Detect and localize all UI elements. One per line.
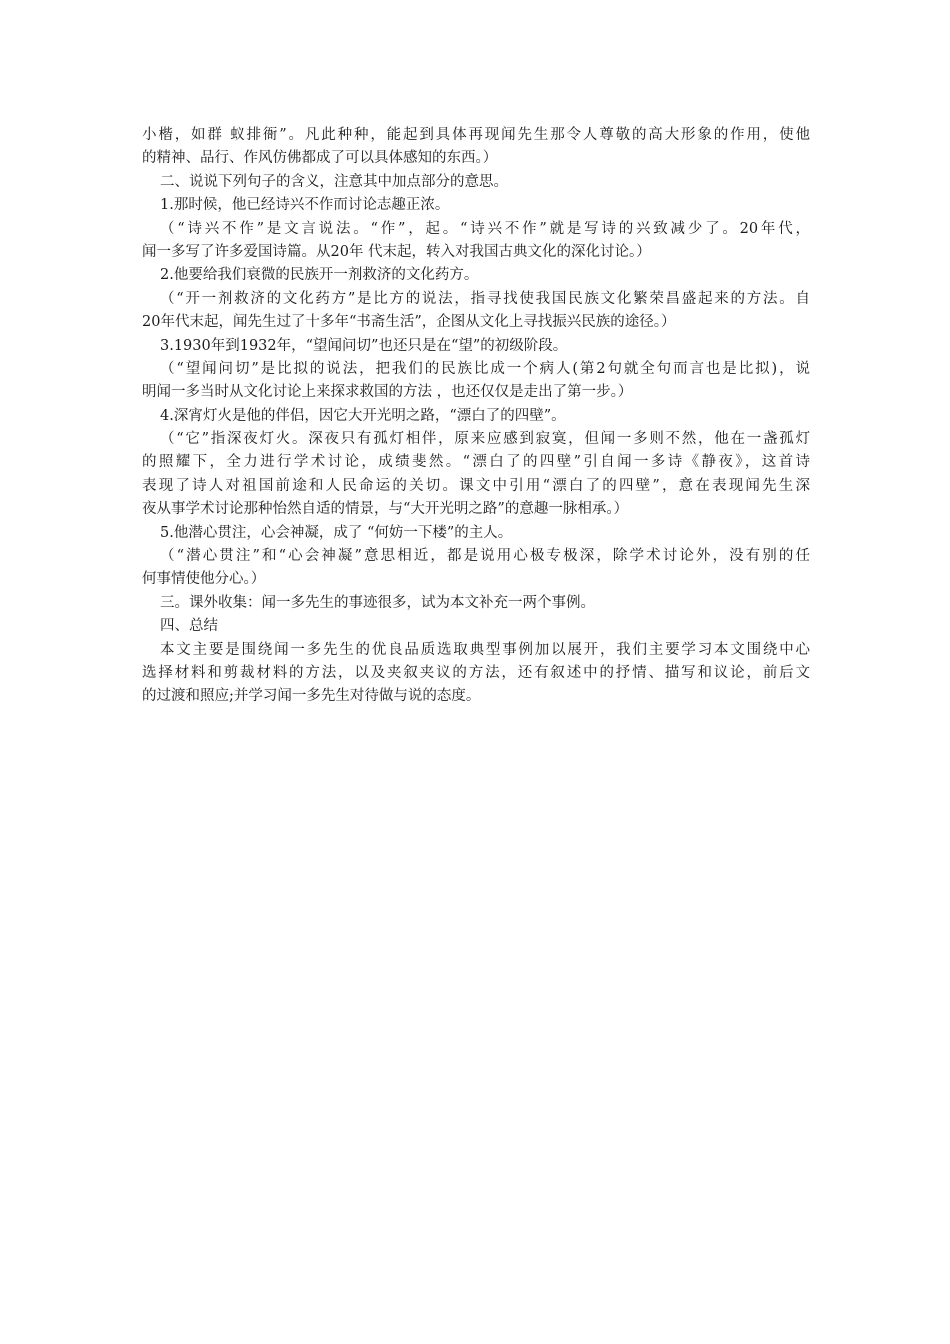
answer-5-line-2: 何事情使他分心。） (142, 571, 266, 588)
answer-4-line-4: 夜从事学术讨论那种怡然自适的情景，与“大开光明之路”的意趣一脉相承。） (142, 501, 629, 518)
section-heading-4: 四、总结 (160, 618, 218, 635)
question-1: 1.那时候，他已经诗兴不作而讨论志趣正浓。 (160, 197, 450, 214)
question-2: 2.他要给我们衰微的民族开一剂救济的文化药方。 (160, 267, 479, 284)
answer-5-line-1: （“潜心贯注”和“心会神凝”意思相近，都是说用心极专极深，除学术讨论外，没有别的任 (160, 548, 810, 565)
summary-line-1: 本文主要是围绕闻一多先生的优良品质选取典型事例加以展开，我们主要学习本文围绕中心 (160, 641, 810, 658)
answer-1-line-1: （“诗兴不作”是文言说法。“作”，起。“诗兴不作”就是写诗的兴致减少了。20年代， (160, 220, 810, 237)
text-line-1: 小楷，如群 蚁排衙”。凡此种种，能起到具体再现闻先生那令人尊敬的高大形象的作用，使他 (142, 127, 810, 143)
question-3: 3.1930年到1932年，“望闻问切”也还只是在“望”的初级阶段。 (160, 337, 568, 354)
answer-3-line-1: （“望闻问切”是比拟的说法，把我们的民族比成一个病人(第2句就全句而言也是比拟)，说 (160, 360, 810, 377)
answer-4-line-3: 表现了诗人对祖国前途和人民命运的关切。课文中引用“漂白了的四壁”，意在表现闻先生深 (142, 477, 810, 494)
summary-line-2: 选择材料和剪裁材料的方法，以及夹叙夹议的方法，还有叙述中的抒情、描写和议论，前后文 (142, 664, 810, 681)
answer-2-line-2: 20年代末起，闻先生过了十多年“书斋生活”，企图从文化上寻找振兴民族的途径。） (142, 314, 676, 331)
text-line-2: 的精神、品行、作风仿佛都成了可以具体感知的东西。） (142, 150, 498, 167)
document-body (142, 124, 810, 709)
summary-line-3: 的过渡和照应;并学习闻一多先生对待做与说的态度。 (142, 688, 481, 705)
section-heading-3: 三。课外收集：闻一多先生的事迹很多，试为本文补充一两个事例。 (160, 594, 595, 611)
question-5: 5.他潜心贯注，心会神凝，成了 “何妨一下楼”的主人。 (160, 524, 513, 541)
section-heading-2: 二、说说下列句子的含义，注意其中加点部分的意思。 (160, 173, 508, 190)
answer-1-line-2: 闻一多写了许多爱国诗篇。从20年 代末起，转入对我国古典文化的深化讨论。） (142, 243, 651, 260)
answer-2-line-1: （“开一剂救济的文化药方”是比方的说法，指寻找使我国民族文化繁荣昌盛起来的方法。自 (160, 290, 810, 307)
answer-3-line-2: 明闻一多当时从文化讨论上来探求救国的方法 ，也还仅仅是走出了第一步。） (142, 384, 633, 401)
answer-4-line-2: 的照耀下，全力进行学术讨论，成绩斐然。“漂白了的四壁”引自闻一多诗《静夜》，这首诗 (142, 454, 810, 471)
answer-4-line-1: （“它”指深夜灯火。深夜只有孤灯相伴，原来应感到寂寞，但闻一多则不然，他在一盏孤灯 (160, 431, 810, 448)
question-4: 4.深宵灯火是他的伴侣，因它大开光明之路，“漂白了的四壁”。 (160, 407, 566, 424)
